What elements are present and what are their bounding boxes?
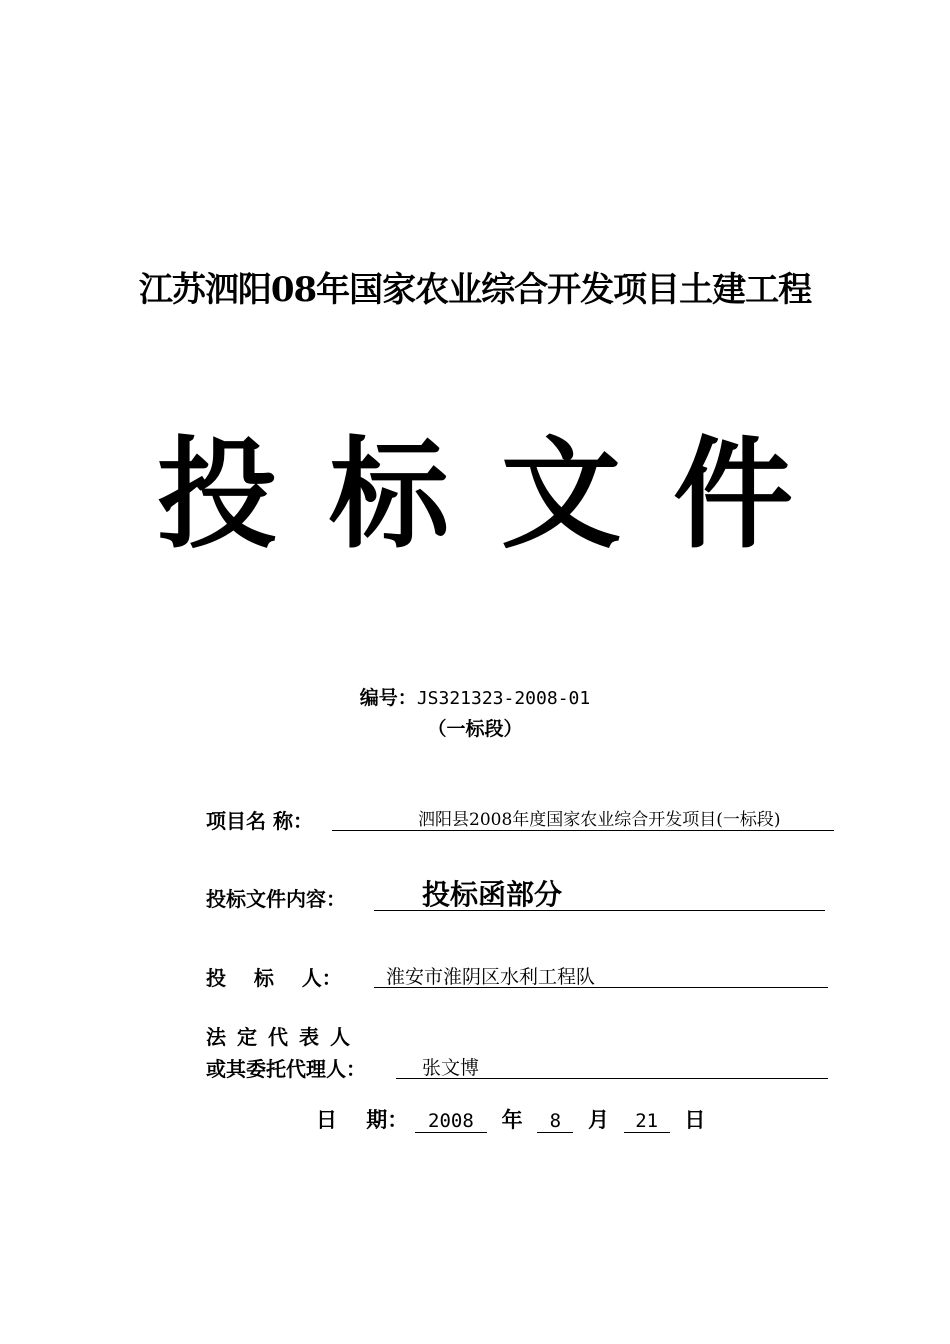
code-label: 编号： xyxy=(359,687,417,709)
project-name-value: 泗阳县2008年度国家农业综合开发项目(一标段) xyxy=(332,805,834,831)
date-day-unit: 日 xyxy=(684,1107,706,1132)
date-year: 2008 xyxy=(415,1110,487,1133)
date-label: 日 期： xyxy=(316,1107,409,1132)
document-title xyxy=(0,420,950,570)
date-year-unit: 年 xyxy=(501,1107,523,1132)
bidder-row xyxy=(206,962,596,991)
legal-rep-label-2: 或其委托代理人： xyxy=(206,1057,366,1081)
title-char-2: 标 xyxy=(329,424,449,565)
content-value: 投标函部分 xyxy=(374,873,825,911)
content-label: 投标文件内容： xyxy=(206,887,346,911)
date-month: 8 xyxy=(537,1110,573,1133)
legal-rep-row-2 xyxy=(206,1053,480,1082)
title-char-3: 文 xyxy=(501,424,621,565)
date-row xyxy=(316,1104,713,1134)
code-value: JS321323-2008-01 xyxy=(416,688,591,709)
date-month-unit: 月 xyxy=(588,1107,609,1132)
legal-rep-value: 张文博 xyxy=(396,1053,828,1079)
legal-rep-row-1 xyxy=(206,1021,361,1050)
legal-rep-label-1: 法定代表人 xyxy=(206,1025,361,1049)
bid-section: （一标段） xyxy=(427,718,523,740)
bidder-value: 淮安市淮阴区水利工程队 xyxy=(374,962,828,988)
bidder-label: 投 标 人： xyxy=(206,966,342,990)
content-row xyxy=(206,878,563,912)
document-code xyxy=(0,683,950,710)
project-name-row xyxy=(206,805,781,834)
project-name-label: 项目名 称： xyxy=(206,809,313,833)
date-day: 21 xyxy=(624,1110,670,1133)
project-title: 江苏泗阳08年国家农业综合开发项目土建工程 xyxy=(138,270,812,310)
title-char-1: 投 xyxy=(157,424,277,565)
title-char-4: 件 xyxy=(673,424,793,565)
